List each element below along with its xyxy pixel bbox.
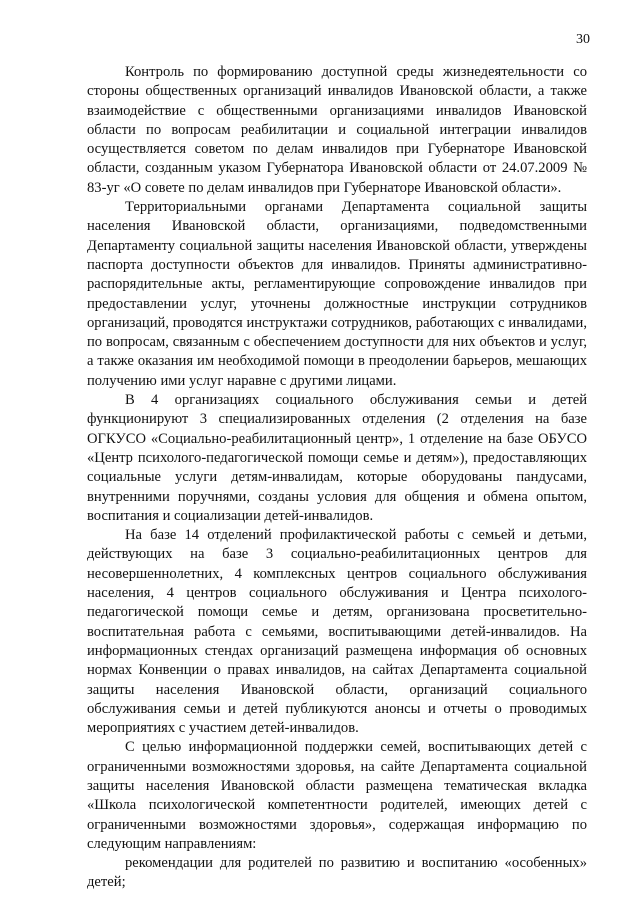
paragraph-information-support: С целью информационной поддержки семей, воспитывающих детей с ограниченными возможностями здоровья, на сайте Департамента социальной защиты населения Ивановской области размещена тематическая вкладка «Школа психологической компетентности родителей, имеющих детей с ограниченными возможностями здоровья», содержащая информацию по следующим направлениям: [87, 739, 587, 852]
paragraph-recommendations: рекомендации для родителей по развитию и воспитанию «особенных» детей; [87, 855, 587, 891]
paragraph-territorial-bodies: Территориальными органами Департамента социальной защиты населения Ивановской области, организациями, подведомственными Департаменту социальной защиты населения Ивановской области, утверждены паспорта доступности объектов для инвалидов. Приняты административно-распорядительные акты, регламентирующие сопровождение инвалидов при предоставлении услуг, уточнены должностные инструкции сотрудников организаций, проводятся инструктажи сотрудников, работающих с инвалидами, по вопросам, связанным с обеспечением доступности для них объектов и услуг, а также оказания им необходимой помощи в преодолении барьеров, мешающих получению ими услуг наравне с другими лицами. [87, 199, 587, 389]
paragraph-specialized-departments: В 4 организациях социального обслуживания семьи и детей функционируют 3 специализированных отделения (2 отделения на базе ОГКУСО «Социально-реабилитационный центр», 1 отделение на базе ОБУСО «Центр психолого-педагогической помощи семье и детям»), предоставляющих социальные услуги детям-инвалидам, которые оборудованы пандусами, внутренними поручнями, созданы условия для общения и обмена опытом, воспитания и социализации детей-инвалидов. [87, 392, 587, 524]
document-body [87, 63, 587, 893]
paragraph-prevention-departments: На базе 14 отделений профилактической работы с семьей и детьми, действующих на базе 3 социально-реабилитационных центров для несовершеннолетних, 4 комплексных центров социального обслуживания населения, 4 центров социального обслуживания и Центра психолого-педагогической помощи семье и детям, организована просветительно-воспитательная работа с семьями, воспитывающими детей-инвалидов. На информационных стендах организаций размещена информация об основных нормах Конвенции о правах инвалидов, на сайтах Департамента социальной защиты населения Ивановской области, организаций социального обслуживания семьи и детей публикуются анонсы и отчеты о проводимых мероприятиях с участием детей-инвалидов. [87, 527, 587, 737]
page-number: 30 [576, 32, 590, 47]
paragraph-accessibility-control: Контроль по формированию доступной среды жизнедеятельности со стороны общественных организаций инвалидов Ивановской области, а также взаимодействие с общественными организациями инвалидов Ивановской области по вопросам реабилитации и социальной интеграции инвалидов осуществляется советом по делам инвалидов при Губернаторе Ивановской области, созданным указом Губернатора Ивановской области от 24.07.2009 № 83-уг «О совете по делам инвалидов при Губернаторе Ивановской области». [87, 64, 587, 196]
